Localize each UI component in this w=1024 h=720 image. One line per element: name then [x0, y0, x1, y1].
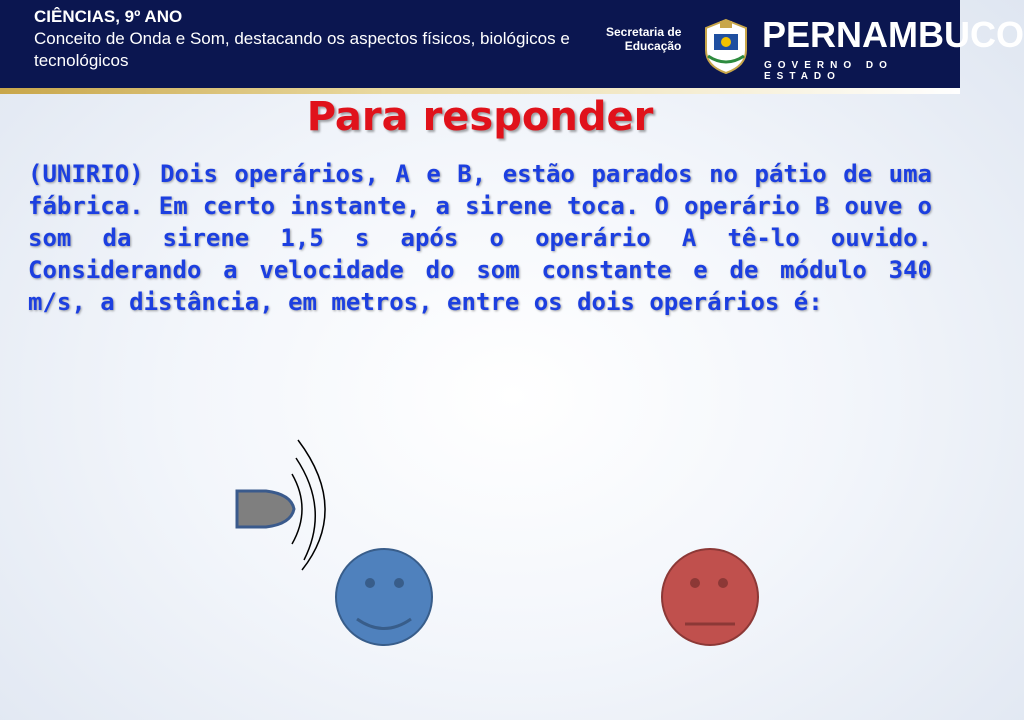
worker-b-face-icon: [662, 549, 758, 645]
worker-a-face-icon: [336, 549, 432, 645]
topic-description: Conceito de Onda e Som, destacando os aspectos físicos, biológicos e tecnológicos: [34, 29, 570, 71]
sound-wave-icon: [296, 458, 315, 560]
secretaria-line1: Secretaria de: [606, 25, 682, 39]
siren-icon: [237, 491, 294, 527]
subject-label: CIÊNCIAS, 9º ANO: [34, 7, 183, 26]
secretaria-line2: Educação: [624, 38, 682, 53]
brand-subtitle: GOVERNO DO ESTADO: [764, 60, 893, 82]
question-text: (UNIRIO) Dois operários, A e B, estão parados no pátio de uma fábrica. Em certo instante, a sirene toca. O operário B ouve o som da sirene 1,5 s após o operário A tê-lo ouvido. Considerando a velocidade do som constante e de módulo 340 m/s, a distância, em metros, entre os dois operários é:: [28, 160, 932, 316]
slide-title: Para responder: [306, 94, 654, 140]
brand-name: PERNAMBUCO: [762, 14, 1024, 55]
